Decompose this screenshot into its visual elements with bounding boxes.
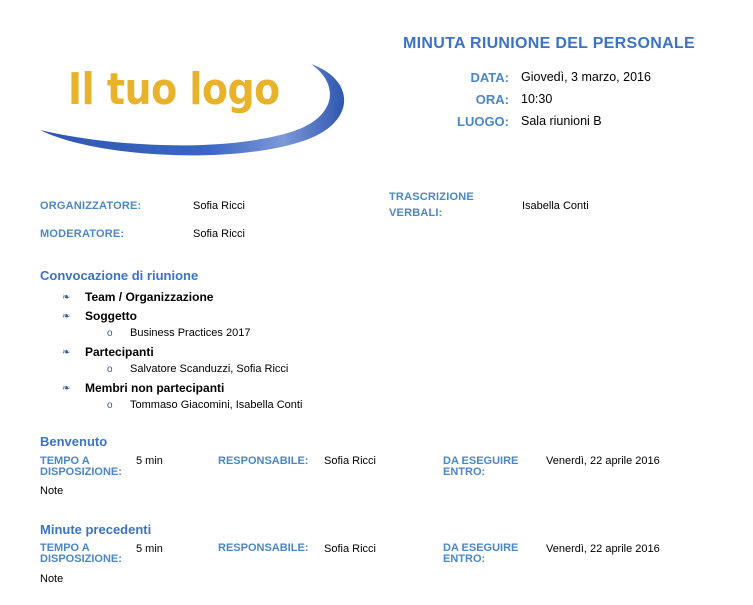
circle-bullet-icon: o [107,328,113,339]
fleuron-bullet-icon: ❧ [62,347,71,358]
fleuron-bullet-icon: ❧ [62,383,71,394]
date-label: DATA: [470,70,509,85]
transcription-value: Isabella Conti [522,200,589,212]
transcription-label-line2: VERBALI: [389,207,443,219]
time-label: ORA: [475,92,509,107]
page-title: MINUTA RIUNIONE DEL PERSONALE [403,35,695,52]
due-label-line1: DA ESEGUIRE [443,542,519,554]
convocation-subject-detail: Business Practices 2017 [130,327,251,339]
time-value: 10:30 [521,92,553,106]
section-heading: Minute precedenti [40,522,152,537]
owner-value: Sofia Ricci [324,455,376,467]
circle-bullet-icon: o [107,400,113,411]
due-label-line1: DA ESEGUIRE [443,455,519,467]
time-available-value: 5 min [136,455,163,467]
logo [36,60,356,160]
place-label: LUOGO: [457,114,509,129]
due-value: Venerdì, 22 aprile 2016 [546,543,660,555]
owner-label: RESPONSABILE: [218,455,309,467]
time-available-label-line1: TEMPO A [40,542,90,554]
time-available-value: 5 min [136,543,163,555]
convocation-item-absent: Membri non partecipanti [85,381,225,395]
fleuron-bullet-icon: ❧ [62,292,71,303]
organizer-label: ORGANIZZATORE: [40,200,142,212]
due-value: Venerdì, 22 aprile 2016 [546,455,660,467]
circle-bullet-icon: o [107,364,113,375]
section-heading: Benvenuto [40,434,108,449]
time-available-label-line2: DISPOSIZIONE: [40,466,122,478]
logo-text: Il tuo logo [68,64,280,115]
owner-label: RESPONSABILE: [218,542,309,554]
convocation-absent-detail: Tommaso Giacomini, Isabella Conti [130,399,303,411]
time-available-label-line1: TEMPO A [40,455,90,467]
section-note: Note [40,485,64,497]
moderator-value: Sofia Ricci [193,228,245,240]
section-note: Note [40,573,64,585]
date-value: Giovedì, 3 marzo, 2016 [521,70,651,84]
moderator-label: MODERATORE: [40,228,125,240]
convocation-heading: Convocazione di riunione [40,268,199,283]
convocation-item-subject: Soggetto [85,309,137,323]
transcription-label-line1: TRASCRIZIONE [389,191,474,203]
due-label-line2: ENTRO: [443,553,486,565]
fleuron-bullet-icon: ❧ [62,311,71,322]
owner-value: Sofia Ricci [324,543,376,555]
due-label-line2: ENTRO: [443,466,486,478]
place-value: Sala riunioni B [521,114,602,128]
time-available-label-line2: DISPOSIZIONE: [40,553,122,565]
organizer-value: Sofia Ricci [193,200,245,212]
convocation-item-participants: Partecipanti [85,345,154,359]
convocation-participants-detail: Salvatore Scanduzzi, Sofia Ricci [130,363,289,375]
convocation-item-team: Team / Organizzazione [85,290,214,304]
